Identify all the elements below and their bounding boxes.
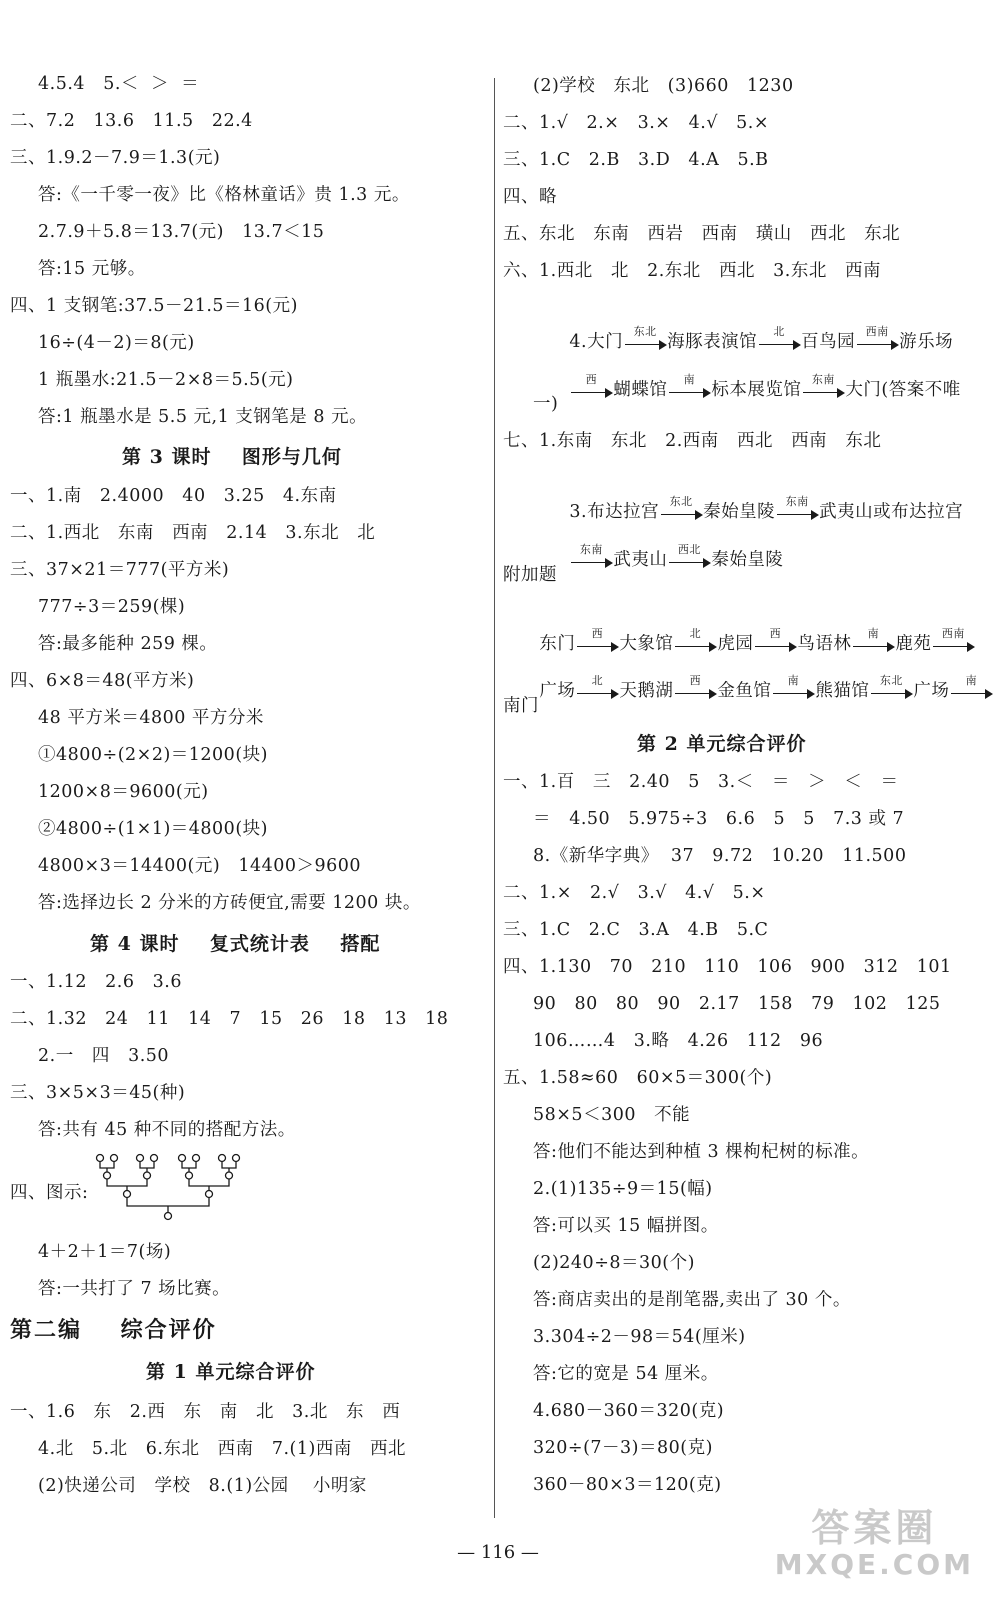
- answer-line: 四、图示:: [10, 1183, 89, 1203]
- route-line: [503, 655, 993, 727]
- answer-line: 答:它的宽是 54 厘米。: [533, 1364, 719, 1384]
- arrow-label: 西南: [865, 325, 889, 338]
- route-place: 蝴蝶馆: [613, 380, 668, 400]
- arrow-label: 东南: [811, 373, 835, 386]
- route-place: 4.大门: [569, 332, 624, 352]
- team-node: [179, 1155, 186, 1162]
- arrow-label: 西北: [677, 543, 701, 556]
- direction-arrow: [931, 627, 975, 656]
- answer-line: 七、1.东南 东北 2.西南 西北 西南 东北: [503, 431, 882, 451]
- direction-arrow: [851, 627, 895, 656]
- answer-line: 一、1.12 2.6 3.6: [10, 972, 183, 992]
- answer-line: 1200×8＝9600(元): [38, 782, 209, 802]
- answer-line: 4.北 5.北 6.东北 西南 7.(1)西南 西北: [38, 1439, 407, 1459]
- direction-arrow: [667, 373, 711, 402]
- answer-line: 3.304÷2－98＝54(厘米): [533, 1327, 746, 1347]
- arrow-label: 北: [689, 627, 702, 640]
- answer-line: 三、1.9.2－7.9＝1.3(元): [10, 148, 221, 168]
- arrow-label: 东北: [879, 674, 903, 687]
- route-place: 鹿苑: [895, 634, 932, 654]
- answer-line: 777÷3＝259(棵): [38, 597, 186, 617]
- winner-node: [104, 1172, 111, 1179]
- answer-line: 90 80 80 90 2.17 158 79 102 125: [533, 994, 941, 1014]
- answer-line: 360－80×3＝120(克): [533, 1475, 722, 1495]
- semifinal-node: [124, 1191, 131, 1198]
- arrow-label: 西: [689, 674, 702, 687]
- answer-line: 答:最多能种 259 棵。: [38, 634, 218, 654]
- answer-line: 4.5.4 5.＜ ＞ ＝: [38, 74, 200, 94]
- answer-line: 2.7.9＋5.8＝13.7(元) 13.7＜15: [38, 222, 325, 242]
- answer-line: 8.《新华字典》 37 9.72 10.20 11.500: [533, 846, 907, 866]
- direction-arrow: [757, 325, 801, 354]
- watermark-url: MXQE.COM: [774, 1547, 974, 1581]
- answer-line: 106……4 3.略 4.26 112 96: [533, 1031, 824, 1051]
- answer-line: 4.680－360＝320(克): [533, 1401, 725, 1421]
- arrow-label: 南: [867, 627, 880, 640]
- route-line: [533, 524, 783, 596]
- route-place: 大象馆: [619, 634, 674, 654]
- route-place: 金鱼馆: [717, 681, 772, 701]
- direction-arrow: [659, 495, 703, 524]
- route-line: [533, 354, 961, 426]
- direction-arrow: [667, 543, 711, 572]
- route-place: 秦始皇陵: [703, 502, 776, 522]
- answer-line: 答:《一千零一夜》比《格林童话》贵 1.3 元。: [38, 185, 410, 205]
- answer-line: 六、1.西北 北 2.东北 西北 3.东北 西南: [503, 261, 882, 281]
- direction-arrow: [801, 373, 845, 402]
- answer-line: 附加题: [503, 565, 557, 585]
- final-node: [165, 1213, 172, 1220]
- arrow-label: 东南: [579, 543, 603, 556]
- answer-line: 答:可以买 15 幅拼图。: [533, 1216, 719, 1236]
- route-place: 广场: [913, 681, 950, 701]
- answer-line: 2.(1)135÷9＝15(幅): [533, 1179, 713, 1199]
- answer-line: ＝ 4.50 5.975÷3 6.6 5 5 7.3 或 7: [533, 809, 905, 829]
- answer-line: 三、1.C 2.C 3.A 4.B 5.C: [503, 920, 769, 940]
- answer-line: (2)学校 东北 (3)660 1230: [533, 76, 794, 96]
- answer-line: 四、6×8＝48(平方米): [10, 671, 195, 691]
- route-place: 武夷山或布达拉宫: [819, 502, 964, 522]
- answer-line: 答:共有 45 种不同的搭配方法。: [38, 1120, 296, 1140]
- direction-arrow: [869, 674, 913, 703]
- tournament-bracket-diagram: [90, 1150, 250, 1232]
- answer-line: 一): [533, 394, 559, 414]
- team-node: [111, 1155, 118, 1162]
- answer-line: 一、1.百 三 2.40 5 3.＜ ＝ ＞ ＜ ＝: [503, 772, 899, 792]
- answer-line: 58×5＜300 不能: [533, 1105, 691, 1125]
- answer-line: 答:他们不能达到种植 3 棵枸杞树的标准。: [533, 1142, 870, 1162]
- answer-line: 南门: [503, 696, 539, 716]
- route-place: 百鸟园: [801, 332, 856, 352]
- route-place: 熊猫馆: [815, 681, 870, 701]
- arrow-label: 东北: [669, 495, 693, 508]
- route-place: 鸟语林: [797, 634, 852, 654]
- route-place: 虎园: [717, 634, 754, 654]
- route-place: 3.布达拉宫: [569, 502, 660, 522]
- direction-arrow: [575, 627, 619, 656]
- answer-line: ①4800÷(2×2)＝1200(块): [38, 745, 268, 765]
- arrow-label: 西: [591, 627, 604, 640]
- answer-line: 三、1.C 2.B 3.D 4.A 5.B: [503, 150, 769, 170]
- direction-arrow: [855, 325, 899, 354]
- answer-line: 二、7.2 13.6 11.5 22.4: [10, 111, 253, 131]
- answer-line: 三、3×5×3＝45(种): [10, 1083, 186, 1103]
- section-heading: 第 1 单元综合评价: [146, 1361, 316, 1383]
- answer-line: 二、1.√ 2.× 3.× 4.√ 5.×: [503, 113, 770, 133]
- arrow-label: 西: [585, 373, 598, 386]
- winner-node: [226, 1172, 233, 1179]
- arrow-label: 西: [769, 627, 782, 640]
- section-heading: 第 2 单元综合评价: [637, 733, 807, 755]
- direction-arrow: [771, 674, 815, 703]
- answer-line: 2.一 四 3.50: [38, 1046, 170, 1066]
- route-place: 标本展览馆: [711, 380, 802, 400]
- team-node: [233, 1155, 240, 1162]
- route-place: 大门(答案不唯: [845, 380, 961, 400]
- answer-line: 答:15 元够。: [38, 259, 146, 279]
- direction-arrow: [673, 627, 717, 656]
- arrow-label: 南: [683, 373, 696, 386]
- arrow-label: 东北: [633, 325, 657, 338]
- answer-line: 16÷(4－2)＝8(元): [38, 333, 195, 353]
- page-number: — 116 —: [457, 1542, 539, 1563]
- team-node: [219, 1155, 226, 1162]
- direction-arrow: [753, 627, 797, 656]
- answer-line: 4＋2＋1＝7(场): [38, 1242, 172, 1262]
- answer-line: (2)快递公司 学校 8.(1)公园 小明家: [38, 1476, 367, 1496]
- answer-line: 四、1.130 70 210 110 106 900 312 101: [503, 957, 952, 977]
- arrow-label: 西南: [941, 627, 965, 640]
- direction-arrow: [775, 495, 819, 524]
- route-place: 海豚表演馆: [667, 332, 758, 352]
- team-node: [97, 1155, 104, 1162]
- team-node: [151, 1155, 158, 1162]
- answer-line: 4800×3＝14400(元) 14400＞9600: [38, 856, 362, 876]
- route-place: 广场: [539, 681, 576, 701]
- route-place: 游乐场: [899, 332, 954, 352]
- route-place: 武夷山: [613, 550, 668, 570]
- answer-line: 五、1.58≈60 60×5＝300(个): [503, 1068, 773, 1088]
- answer-line: 四、略: [503, 187, 557, 207]
- arrow-label: 南: [965, 674, 978, 687]
- winner-node: [144, 1172, 151, 1179]
- answer-line: 答:一共打了 7 场比赛。: [38, 1279, 231, 1299]
- direction-arrow: [569, 543, 613, 572]
- answer-line: (2)240÷8＝30(个): [533, 1253, 695, 1273]
- answer-line: 48 平方米＝4800 平方分米: [38, 708, 264, 728]
- answer-line: 四、1 支钢笔:37.5－21.5＝16(元): [10, 296, 298, 316]
- direction-arrow: [949, 674, 993, 703]
- direction-arrow: [569, 373, 613, 402]
- answer-line: 三、37×21＝777(平方米): [10, 560, 230, 580]
- answer-line: 答:选择边长 2 分米的方砖便宜,需要 1200 块。: [38, 893, 421, 913]
- direction-arrow: [575, 674, 619, 703]
- column-divider: [494, 78, 495, 1518]
- answer-line: 二、1.× 2.√ 3.√ 4.√ 5.×: [503, 883, 766, 903]
- direction-arrow: [623, 325, 667, 354]
- answer-line: 320÷(7－3)＝80(克): [533, 1438, 713, 1458]
- semifinal-node: [206, 1191, 213, 1198]
- route-place: 秦始皇陵: [711, 550, 784, 570]
- site-watermark: [775, 1508, 974, 1581]
- route-place: 东门: [539, 634, 576, 654]
- arrow-label: 北: [773, 325, 785, 338]
- section-heading: 第 4 课时 复式统计表 搭配: [90, 933, 381, 955]
- answer-line: 1 瓶墨水:21.5－2×8＝5.5(元): [38, 370, 294, 390]
- answer-line: 答:商店卖出的是削笔器,卖出了 30 个。: [533, 1290, 851, 1310]
- team-node: [137, 1155, 144, 1162]
- team-node: [193, 1155, 200, 1162]
- arrow-label: 北: [591, 674, 604, 687]
- winner-node: [186, 1172, 193, 1179]
- direction-arrow: [673, 674, 717, 703]
- answer-line: 二、1.西北 东南 西南 2.14 3.东北 北: [10, 523, 376, 543]
- answer-line: 五、东北 东南 西岩 西南 璜山 西北 东北: [503, 224, 901, 244]
- route-place: 天鹅湖: [619, 681, 674, 701]
- answer-line: 二、1.32 24 11 14 7 15 26 18 13 18: [10, 1009, 449, 1029]
- section-heading: 第 3 课时 图形与几何: [122, 446, 342, 468]
- answer-line: 一、1.南 2.4000 40 3.25 4.东南: [10, 486, 337, 506]
- arrow-label: 东南: [785, 495, 809, 508]
- answer-line: 答:1 瓶墨水是 5.5 元,1 支钢笔是 8 元。: [38, 407, 368, 427]
- watermark-logo-text: 答案圈: [811, 1506, 938, 1550]
- answer-line: ②4800÷(1×1)＝4800(块): [38, 819, 268, 839]
- part-heading: 第二编 综合评价: [10, 1317, 217, 1343]
- arrow-label: 南: [787, 674, 800, 687]
- answer-line: 一、1.6 东 2.西 东 南 北 3.北 东 西: [10, 1402, 401, 1422]
